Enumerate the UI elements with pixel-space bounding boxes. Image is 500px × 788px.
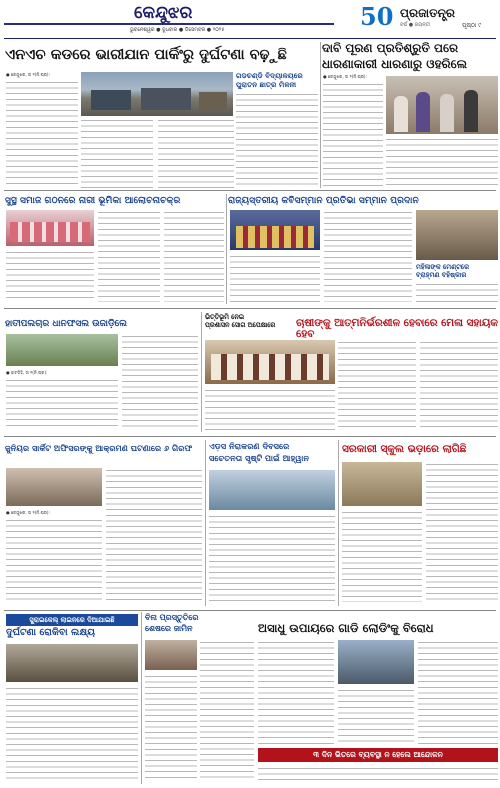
photo-railway-line <box>6 644 138 682</box>
column-divider <box>205 440 206 606</box>
section-title-block <box>4 3 334 25</box>
byline: ● କେନ୍ଦୁଝର, ତା ୨(ନି.ପ୍ର): <box>6 72 50 77</box>
banner-agitation-warning: ୩ ଦିନ ଭିତରେ ବ୍ୟବସ୍ଥା ନ ହେଲେ ଆନ୍ଦୋଳନ <box>258 748 498 762</box>
column-divider <box>141 612 142 784</box>
article-body-text <box>230 254 320 302</box>
article-body-text <box>323 82 383 188</box>
photo-aids-awareness <box>209 470 335 510</box>
page-number: ପୃଷ୍ଠା ୯ <box>462 22 482 29</box>
headline-loading-protest: ଅସାଧୁ ଉପାୟରେ ଗାଡି ଲୋଡିଂକୁ ବିରୋଧ <box>258 621 434 635</box>
section-rule <box>4 610 496 611</box>
article-body-text <box>338 688 414 744</box>
photo-school-building <box>342 462 422 506</box>
headline-farmers-fair: ଚାଷୀଙ୍କୁ ଆତ୍ମନିର୍ଭରଶୀଳ ହେବାରେ ମେଳା ସହାୟକ ହେବ <box>296 317 498 340</box>
headline-aids-line1: ଏଡ଼ସ ନିରାକରଣ ଦିବସରେ <box>209 441 290 451</box>
photo-seminar <box>6 210 94 246</box>
article-body-text <box>342 510 422 602</box>
article-body-text <box>6 518 102 602</box>
dateline: ଭୁବନେଶ୍ୱର ● ବୁଧବାର ● ଡିସେମ୍ବର ● ୨୦୨୫ <box>130 27 225 33</box>
column-divider <box>338 440 339 606</box>
byline: ● କେନ୍ଦୁଝର, ତା ୨(ନି.ପ୍ର): <box>323 74 367 79</box>
masthead <box>0 0 500 40</box>
headline-infra-line2: ପ୍ରଶାସନ ସୋଗ ଅପେକ୍ଷାରେ <box>205 321 276 329</box>
headline-alumni-line1: ଗଡଚଣ୍ଡି ବିଦ୍ୟାଳୟରେ <box>236 71 303 80</box>
article-body-text <box>164 210 224 302</box>
headline-bail-line2: ଶେଷରେ ଜାମିନ <box>145 624 193 633</box>
logo-number: 50 <box>360 2 394 31</box>
section-rule <box>4 308 496 309</box>
article-body-text <box>426 462 498 602</box>
article-body-text <box>6 80 78 188</box>
headline-school-rent: ସରକାରୀ ସ୍କୁଲ ଭଡ଼ାରେ ଲାଗିଛି <box>342 443 467 455</box>
photo-group <box>416 210 498 260</box>
headline-infra-line1: ଭିତ୍ତିଭୂମି ନେଇ <box>205 313 245 321</box>
article-body-text <box>418 640 498 744</box>
article-body-text <box>416 282 498 304</box>
photo-trucks-highway <box>81 72 233 116</box>
article-body-text <box>209 514 335 602</box>
logo-sub: ବର୍ଷ ● ଜୟନ୍ତୀ <box>400 22 431 28</box>
article-body-text <box>200 640 254 782</box>
section-title: କେନ୍ଦୁଝର <box>134 3 193 23</box>
article-body-text <box>6 378 118 430</box>
byline: ● କେନ୍ଦୁଝର, ତା ୨(ନି.ପ୍ର): <box>6 510 50 515</box>
photo-farmers-fair <box>205 340 335 384</box>
logo-name: ପ୍ରଜାତନ୍ତ୍ର <box>400 6 456 20</box>
headline-bail-line1: ବିନା ପ୍ରସ୍ତୁତିରେ <box>145 613 199 622</box>
article-body-text <box>158 118 234 188</box>
headline-dharana-line1: ଦାବି ପୂରଣ ପ୍ରତିଶ୍ରୁତି ପରେ <box>322 41 459 55</box>
headline-alumni-line2: ପୁରାତନ ଛାତ୍ର ମିଳନୀ <box>236 80 297 89</box>
photo-arrested <box>6 468 102 506</box>
headline-aids-line2: ସଚେତନତା ସୃଷ୍ଟି ପାଇଁ ଆହ୍ୱାନ <box>209 453 310 463</box>
byline: ● ହାଟଡିହି, ତା ୨(ନି.ପ୍ର): <box>6 370 48 375</box>
article-body-text <box>81 118 153 188</box>
column-divider <box>201 312 202 432</box>
column-divider <box>226 194 227 304</box>
section-rule <box>4 190 496 191</box>
article-body-text <box>258 766 498 784</box>
article-body-text <box>324 210 412 302</box>
article-body-text <box>386 137 498 188</box>
headline-sprinkle-line2: ଦୁର୍ଘଟଣା ରୋକିବା ଲକ୍ଷ୍ୟ <box>6 627 96 638</box>
headline-dharana-line2: ଧାରଣାକାରୀ ଧାରଣାରୁ ଓହରିଲେ <box>322 57 468 71</box>
masthead-rule <box>4 38 496 39</box>
article-body-text <box>6 686 138 782</box>
article-body-text <box>6 250 94 302</box>
photo-paddy-field <box>6 334 118 366</box>
newspaper-logo <box>360 2 498 34</box>
article-body-text <box>106 468 202 602</box>
headline-officer-attack: ଜୁନିୟର ସାର୍କିଟ ଅଫିସରଙ୍କୁ ଆକ୍ରମଣ ଘଟଣାରେ ୬ ଗିରଫ <box>5 443 193 453</box>
headline-poet-award: ରାଜ୍ୟସ୍ତରୀୟ କବିସମ୍ମାନ ପ୍ରତିଭା ସମ୍ମାନ ପ୍ରଦାନ <box>228 195 419 206</box>
article-body-text <box>122 334 198 430</box>
section-rule <box>4 436 496 437</box>
article-body-text <box>145 674 197 782</box>
photo-accused <box>145 640 197 670</box>
headline-elephant-crop: ହାତୀପଲଚାର ଧାନଫସଲ ଉଜାଡ଼ିଲେ <box>5 319 127 329</box>
article-body-text <box>236 92 318 188</box>
column-divider <box>320 42 321 188</box>
article-body-text <box>338 340 416 430</box>
headline-sprinkle-line1: ସ୍ପ୍ରାଇକେଲ୍ ଲାଇନରେ ଦିଆଯାଇଛି <box>6 614 138 626</box>
headline-women-protest-line2: ବ୍ରାହ୍ମଣ ବହିଷ୍କାର <box>416 271 467 279</box>
article-body-text <box>258 640 334 744</box>
headline-women-protest-line1: ମହିଳାଙ୍କ ମେଣ୍ଟରେ <box>416 263 470 271</box>
headline-women-seminar: ସୁସ୍ଥ ସମାଜ ଗଠନରେ ନାରୀ ଭୂମିକା ଆଲୋଚନାଚକ୍ର <box>5 195 181 206</box>
article-body-text <box>205 388 335 430</box>
photo-trucks-loading <box>338 640 414 684</box>
photo-award-stage <box>230 210 320 250</box>
article-body-text <box>420 340 498 430</box>
headline-parking-accidents: ଏନଏଚ କଡରେ ଭାରୀଯାନ ପାର୍କିଂରୁ ଦୁର୍ଘଟଣା ବଢ଼ୁଛି <box>5 47 287 63</box>
photo-protesters <box>386 76 498 134</box>
article-body-text <box>98 210 160 302</box>
